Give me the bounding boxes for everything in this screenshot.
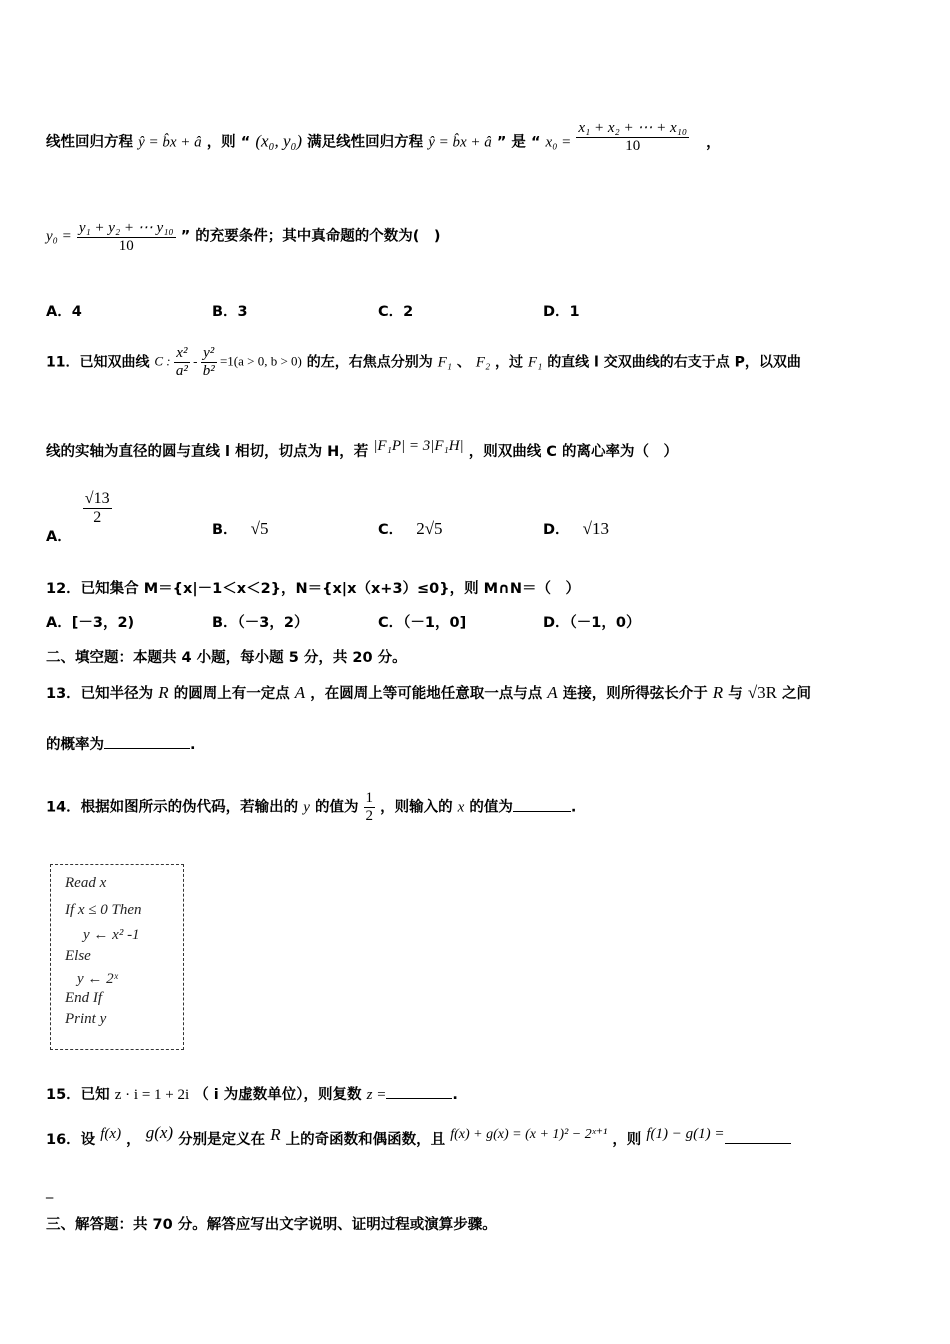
x0-label: x₀ = [545,134,572,151]
b2: b² [202,363,215,379]
q12-option-a: A．[－3，2) [46,615,135,631]
q10-option-b: B．3 [212,304,248,320]
text: ， [706,134,721,151]
text: 13．已知半径为 [46,686,154,702]
answer-blank[interactable] [513,811,571,812]
q13-line1 [46,682,811,703]
text: . [452,1087,458,1103]
eq-c: C : [154,353,171,369]
function-g: g(x) [145,1123,174,1142]
text: ，则输入的 [380,799,453,816]
text: 线的实轴为直径的圆与直线 l 相切，切点为 H，若 [46,444,369,460]
y2: y² [201,345,217,363]
q12-question: 12．已知集合 M＝{x|－1＜x＜2}，N＝{x|x（x+3）≤0}，则 M∩N＝（ ） [46,581,580,597]
numerator: √13 [84,490,110,507]
q11-option-a [46,490,112,545]
distance-condition: |F₁P| = 3|F₁H| [373,438,464,454]
code-line: If x ≤ 0 Then [65,902,142,918]
target-expression: f(1) − g(1) = [646,1126,725,1142]
x2: x² [174,345,190,363]
regression-equation: ŷ = b̂x + â [428,134,492,151]
y0-label: y₀ = [46,228,72,245]
text: 分别是定义在 [178,1132,266,1148]
option-label: C． [378,522,404,538]
text: . [570,799,577,816]
text: . [190,737,196,753]
q11-option-d [543,518,609,539]
x0-numerator: x₁ + x₂ + ⋯ + x₁₀ [578,120,688,136]
minus: - [193,353,198,369]
eq-rest: =1(a > 0, b > 0) [219,353,302,369]
text: 14．根据如图所示的伪代码，若输出的 [46,799,299,816]
text: 的值为 [314,799,359,816]
a2: a² [175,363,188,379]
text: 15．已知 [46,1087,110,1103]
text: 连接，则所得弦长介于 [562,686,708,702]
half-fraction [364,790,376,825]
answer-blank[interactable] [104,748,190,749]
option-value: √5 [250,519,269,538]
y0-denominator: 10 [118,238,134,254]
function-f: f(x) [100,1126,122,1142]
q10-option-d: D．1 [543,304,580,320]
option-a-fraction [83,490,112,527]
focus-f2: F₂ [475,354,491,371]
section-3-heading: 三、解答题：共 70 分。解答应写出文字说明、证明过程或演算步骤。 [46,1217,497,1233]
text: 的直线 l 交双曲线的右支于点 P，以双曲 [547,354,801,371]
text: ，过 [495,354,524,371]
text: ，则 “ [206,134,251,151]
q16-line [46,1123,791,1149]
text: ” 是 “ [496,134,541,151]
answer-blank[interactable] [386,1098,452,1099]
q11-option-b [212,518,268,539]
option-label: D． [543,522,570,538]
code-line: y ← 2ˣ [77,971,118,987]
sqrt3-r: √3R [747,683,777,702]
text: （ i 为虚数单位），则复数 [194,1087,362,1103]
q11-line2 [46,440,678,461]
text: ， [126,1132,141,1148]
q11-option-c [378,518,443,539]
numerator: 1 [365,790,374,806]
q11-line1 [46,345,801,380]
denominator: 2 [365,808,374,824]
question-number: 11．已知双曲线 [46,354,150,371]
point-a: A [547,683,558,702]
option-value: √13 [582,519,609,538]
text: ，则 [612,1132,642,1148]
text: 、 [456,354,471,371]
text: ，在圆周上等可能地任意取一点与点 [310,686,543,702]
text: 的值为 [469,799,513,816]
option-label: A． [46,528,72,545]
hyperbola-equation [154,345,302,380]
text: 线性回归方程 [46,134,133,151]
reals-r: R [270,1125,281,1144]
point-x0-y0: (x₀, y₀) [255,131,303,151]
y2-over-b2 [201,345,217,380]
answer-blank[interactable] [725,1143,791,1144]
code-line: y ← x² -1 [83,927,140,943]
var-x: x [457,799,465,816]
x0-denominator: 10 [625,138,641,154]
focus-f1: F₁ [527,354,543,371]
regression-equation: ŷ = b̂x + â [138,134,202,151]
denominator: 2 [93,509,102,526]
y0-fraction [77,218,176,255]
text: ，则双曲线 C 的离心率为（ ） [468,444,678,460]
q14-line [46,790,576,825]
text: 满足线性回归方程 [307,134,424,151]
text: 的概率为 [46,737,104,753]
option-value: 2√5 [416,519,443,538]
q10-line2 [46,218,441,255]
q16-trailing-blank: _ [46,1183,54,1199]
code-line: Print y [65,1011,107,1027]
q12-option-d: D．（－1，0） [543,615,641,631]
pseudocode-box [50,864,184,1050]
x2-over-a2 [174,345,190,380]
section-2-heading: 二、填空题：本题共 4 小题，每小题 5 分，共 20 分。 [46,650,407,666]
q10-line1 [46,120,721,161]
radius-r: R [158,683,169,702]
y0-numerator: y₁ + y₂ + ⋯ y₁₀ [78,220,174,236]
complex-equation: z · i = 1 + 2i [114,1087,190,1103]
q15-line [46,1083,458,1104]
text: ” 的充要条件；其中真命题的个数为( ) [180,228,441,245]
q12-option-b: B．（－3，2） [212,615,309,631]
q12-option-c: C．（－1，0] [378,615,467,631]
text: 16．设 [46,1132,96,1148]
q10-option-c: C．2 [378,304,414,320]
x0-fraction [576,118,689,155]
text: 的左，右焦点分别为 [306,354,433,371]
code-line: Read x [65,875,107,891]
var-y: y [303,799,310,816]
q13-line2 [46,733,196,754]
var-z: z = [366,1087,387,1103]
text: 上的奇函数和偶函数，且 [285,1132,446,1148]
code-line: Else [65,948,91,964]
text: 与 [728,686,743,702]
focus-f1: F₁ [437,354,453,371]
option-label: B． [212,522,238,538]
text: 的圆周上有一定点 [173,686,290,702]
radius-r: R [712,683,724,702]
point-a: A [294,683,306,702]
function-equation: f(x) + g(x) = (x + 1)² − 2ˣ⁺¹ [450,1127,608,1142]
text: 之间 [782,686,812,702]
q10-option-a: A．4 [46,304,82,320]
code-line: End If [65,990,103,1006]
